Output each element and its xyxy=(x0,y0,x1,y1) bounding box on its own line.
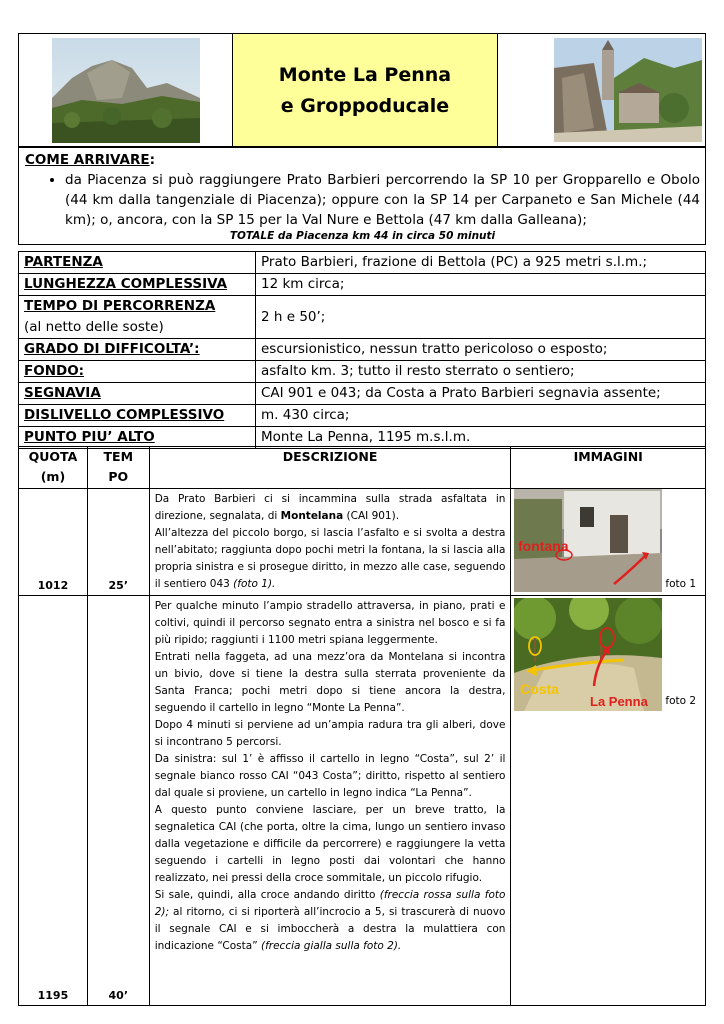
row2-image-cell xyxy=(511,596,706,1006)
key-tempo: TEMPO DI PERCORRENZA xyxy=(24,298,216,314)
come-arrivare-table xyxy=(18,146,706,245)
info-value-tempo: 2 h e 50’; xyxy=(256,296,706,339)
info-key xyxy=(19,405,256,427)
key-dislivello: DISLIVELLO COMPLESSIVO xyxy=(24,407,225,423)
row1-text-montelana: Montelana xyxy=(280,510,344,522)
row2-p6-red-arrow-ref: (freccia rossa sulla foto 2); xyxy=(154,889,506,918)
info-value-fondo: asfalto km. 3; tutto il resto sterrato o sentiero; xyxy=(256,361,706,383)
col-quota-label: QUOTA xyxy=(28,449,78,464)
row1-text-c: (CAI 901). xyxy=(343,510,400,522)
col-descrizione-header: DESCRIZIONE xyxy=(149,447,511,489)
key-segnavia: SEGNAVIA xyxy=(24,385,101,401)
info-value-punto-alto: Monte La Penna, 1195 m.s.l.m. xyxy=(256,427,706,449)
info-row-tempo xyxy=(19,296,706,339)
come-arrivare-item: • da Piacenza si può raggiungere Prato Barbieri percorrendo la SP 10 per Gropparello e Obolo (44 km dalla tangenziale di Piacenza); oppure con la SP 14 per Carpaneto e San Michele (44 km); o, ancora, con la SP 15 per la Val Nure e Bettola (47 km dalla Galleana); xyxy=(65,170,700,230)
costa-photo-label: Costa xyxy=(520,681,560,697)
foto-1-caption: foto 1 xyxy=(665,578,697,590)
come-arrivare-list xyxy=(25,170,700,230)
key-tempo-note: (al netto delle soste) xyxy=(24,319,164,335)
info-row-dislivello xyxy=(19,405,706,427)
mountain-photo-left xyxy=(52,38,200,143)
row1-description xyxy=(149,489,511,596)
title-cell xyxy=(233,34,497,148)
info-key xyxy=(19,383,256,405)
key-lunghezza: LUNGHEZZA COMPLESSIVA xyxy=(24,276,228,292)
row2-paragraph-5: A questo punto conviene lasciare, per un breve tratto, la segnaletica CAI (che porta, oltre la cima, lungo un sentiero invaso dalla vegetazione e difficile da percorrere) e raggiungere la vetta seguendo i cartelli in legno posti dai volontari che hanno realizzato, nei pressi della croce sommitale, un piccolo rifugio. xyxy=(154,804,506,884)
table-row xyxy=(19,596,706,1006)
info-value-dislivello: m. 430 circa; xyxy=(256,405,706,427)
row2-tempo: 40’ xyxy=(87,596,149,1006)
crossroads-photo xyxy=(514,598,662,711)
col-tempo-label-2: PO xyxy=(108,469,129,484)
row2-description xyxy=(149,596,511,1006)
info-row-segnavia xyxy=(19,383,706,405)
key-difficolta: GRADO DI DIFFICOLTA’: xyxy=(24,341,200,357)
header-table xyxy=(18,33,706,148)
row1-text-a: Da Prato Barbieri ci si incammina sulla strada asfaltata in direzione, segnalata, di xyxy=(154,493,506,522)
row2-paragraph-3: Dopo 4 minuti si perviene ad un’ampia radura tra gli alberi, dove si incontrano 5 percorsi. xyxy=(154,719,506,748)
come-arrivare-heading: COME ARRIVARE xyxy=(25,152,150,168)
come-arrivare-cell xyxy=(19,147,706,245)
info-value-partenza: Prato Barbieri, frazione di Bettola (PC) a 925 metri s.l.m.; xyxy=(256,252,706,274)
row2-p6-yellow-arrow-ref: (freccia gialla sulla foto 2). xyxy=(260,940,402,952)
description-table xyxy=(18,446,706,1006)
row2-paragraph-2: Entrati nella faggeta, ad una mezz’ora da Montelana si incontra un bivio, dove si tiene la destra sulla sterrata proveniente da Santa Franca; pochi metri dopo si tiene ancora la destra, seguendo il cartello in legno “Monte La Penna”. xyxy=(154,651,506,714)
info-row-lunghezza xyxy=(19,274,706,296)
la-penna-photo-label: La Penna xyxy=(590,694,649,709)
key-partenza: PARTENZA xyxy=(24,254,103,270)
row2-quota: 1195 xyxy=(19,596,88,1006)
row2-p6-a: Si sale, quindi, alla croce andando diritto xyxy=(154,889,380,901)
key-fondo: FONDO: xyxy=(24,363,85,379)
row1-text-foto-ref: (foto 1). xyxy=(233,578,276,590)
village-photo-right xyxy=(554,38,702,142)
fontana-photo xyxy=(514,489,662,592)
info-key xyxy=(19,252,256,274)
info-row-partenza xyxy=(19,252,706,274)
description-header-row xyxy=(19,447,706,489)
col-tempo-header xyxy=(87,447,149,489)
info-key xyxy=(19,339,256,361)
row1-quota: 1012 xyxy=(19,489,88,596)
row1-tempo: 25’ xyxy=(87,489,149,596)
info-key xyxy=(19,361,256,383)
row2-paragraph-4: Da sinistra: sul 1’ è affisso il cartello in legno “Costa”, sul 2’ il segnale bianco rosso CAI “043 Costa”; diritto, rispetto al sentiero dal quale si proviene, un cartello in legno indica “La Penna”. xyxy=(154,753,506,799)
come-arrivare-colon: : xyxy=(149,152,156,168)
info-value-difficolta: escursionistico, nessun tratto pericoloso o esposto; xyxy=(256,339,706,361)
info-value-lunghezza: 12 km circa; xyxy=(256,274,706,296)
info-row-difficolta xyxy=(19,339,706,361)
info-table xyxy=(18,251,706,449)
row2-p6-b: al ritorno, ci si riporterà all’incrocio a 5, si trascurerà di nuovo il segnale CAI e si imboccherà a destra la mulattiera con indicazione “Costa” xyxy=(154,906,506,952)
row1-text-d: All’altezza del piccolo borgo, si lascia l’asfalto e si svolta a destra nell’abitato; raggiunta dopo pochi metri la fontana, la si lascia alla propria sinistra e si prosegue diritto, in mezzo alle case, seguendo il sentiero 043 xyxy=(154,527,506,590)
col-quota-header xyxy=(19,447,88,489)
row2-paragraph-6 xyxy=(155,887,506,955)
totale-note: TOTALE da Piacenza km 44 in circa 50 minuti xyxy=(229,230,496,242)
col-quota-unit: (m) xyxy=(40,469,66,484)
foto-2-caption: foto 2 xyxy=(665,695,697,707)
row1-image-cell xyxy=(511,489,706,596)
row2-paragraph-1: Per qualche minuto l’ampio stradello attraversa, in piano, prati e coltivi, quindi il percorso segnato entra a sinistra nel bosco e si fa più ripido; raggiunti i 1100 metri spiana leggermente. xyxy=(154,600,506,646)
document-title-line-2: e Groppoducale xyxy=(280,94,450,117)
info-row-fondo xyxy=(19,361,706,383)
document-title-line-1: Monte La Penna xyxy=(278,63,452,86)
header-photo-right-cell xyxy=(497,34,705,148)
col-immagini-header: IMMAGINI xyxy=(511,447,706,489)
col-tempo-label-1: TEM xyxy=(103,449,134,464)
key-punto-alto: PUNTO PIU’ ALTO xyxy=(24,429,155,445)
table-row xyxy=(19,489,706,596)
fontana-photo-label: fontana xyxy=(518,538,569,554)
info-key xyxy=(19,296,256,339)
header-photo-left-cell xyxy=(19,34,233,148)
info-key xyxy=(19,274,256,296)
info-value-segnavia: CAI 901 e 043; da Costa a Prato Barbieri segnavia assente; xyxy=(256,383,706,405)
